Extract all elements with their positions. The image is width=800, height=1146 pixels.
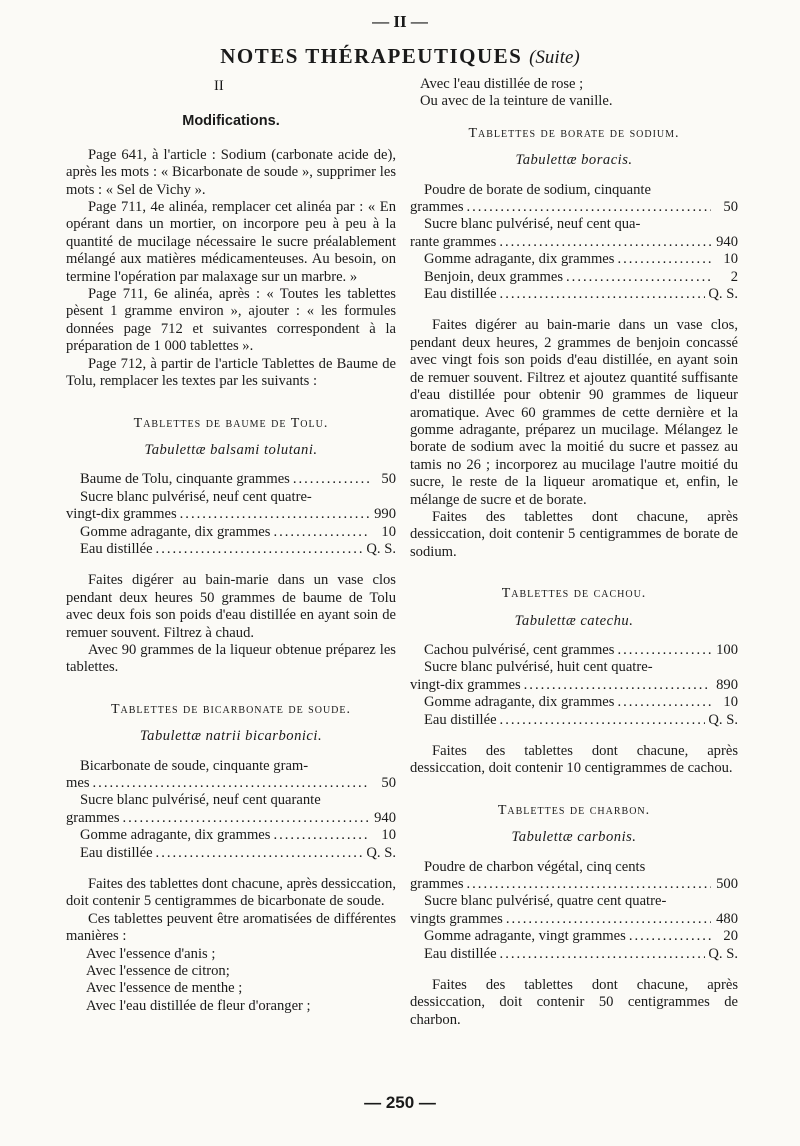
instruction-paragraph: Faites digérer au bain-marie dans un vase clos, pendant deux heures, 2 grammes de benjoin concassé avec vingt fois son poids d'eau distillée, en ayant soin de remuer souvent. Filtrez et ajoutez quantité suffisante d'eau distillée pour obtenir 90 grammes de liqueur aromatique. Avec 60 grammes de cette dernière et la gomme adragante, préparez un mucilage. Mélangez le borate de sodium avec la moitié du sucre et passez au tamis no 26 ; incorporez au mucilage l'autre moitié du sucre, le reste de la liqueur aromatique et, enfin, le mélange de sucre et de borate.: [410, 317, 738, 508]
ingredient-row-wrap: Poudre de borate de sodium, cinquante: [424, 181, 651, 198]
instruction-paragraph: Faites des tablettes dont chacune, après dessiccation, doit contenir 10 centigrammes de cachou.: [410, 743, 738, 777]
recipe-heading-cachou: Tablettes de cachou.: [501, 586, 647, 602]
recipe-latin-bicarbonate: Tabulettæ natrii bicarbonici.: [139, 728, 323, 745]
ingredient-row: Eau distillée ..... Q. S.: [424, 286, 738, 303]
ingredient-row: Gomme adragante, dix grammes ..... 10: [424, 251, 738, 268]
recipe-latin-charbon: Tabulettæ carbonis.: [511, 829, 637, 846]
ingredient-row: Gomme adragante, dix grammes ..... 10: [80, 524, 396, 541]
ingredient-row: Baume de Tolu, cinquante grammes ..... 50: [80, 471, 396, 488]
section-number: II: [214, 78, 224, 94]
left-column: [66, 76, 396, 1015]
ingredient-row: Eau distillée ..... Q. S.: [424, 946, 738, 963]
ingredient-row-wrap: Sucre blanc pulvérisé, huit cent quatre-: [424, 659, 653, 676]
title-text: NOTES THÉRAPEUTIQUES: [220, 44, 523, 68]
aroma-item: Ou avec de la teinture de vanille.: [420, 93, 613, 110]
ingredient-row-wrap: Bicarbonate de soude, cinquante gram-: [80, 757, 309, 774]
recipe-latin-cachou: Tabulettæ catechu.: [514, 612, 634, 629]
ingredient-row: grammes ..... 500: [410, 876, 738, 893]
ingredient-row: Gomme adragante, dix grammes ..... 10: [424, 694, 738, 711]
ingredient-row-wrap: Sucre blanc pulvérisé, quatre cent quatre-: [424, 893, 667, 910]
ingredient-row: Eau distillée ..... Q. S.: [424, 712, 738, 729]
recipe-heading-bicarbonate: Tablettes de bicarbonate de soude.: [110, 701, 352, 717]
page-title: [0, 44, 800, 69]
instruction-paragraph: Faites digérer au bain-marie dans un vase clos pendant deux heures 50 grammes de baume de Tolu avec deux fois son poids d'eau distillée en ayant soin de remuer souvent. Filtrez à chaud.: [66, 572, 396, 641]
ingredient-row: vingt-dix grammes ..... 990: [66, 506, 396, 523]
ingredient-list-bicarbonate: [66, 757, 396, 862]
ingredient-row: Eau distillée ..... Q. S.: [80, 541, 396, 558]
modification-paragraph: Page 711, 4e alinéa, remplacer cet alinéa par : « En opérant dans un mortier, on incorpore peu à peu à la quantité de mucilage nécessaire le sucre préalablement mélangé aux matières médicamenteuses. Au besoin, on termine l'opération par malaxage sur un marbre. »: [66, 199, 396, 285]
ingredient-row: grammes ..... 940: [66, 810, 396, 827]
page-footer-number: — 250 —: [364, 1093, 436, 1112]
recipe-heading-borate: Tablettes de borate de sodium.: [468, 125, 680, 141]
modification-paragraph: Page 712, à partir de l'article Tablettes de Baume de Tolu, remplacer les textes par les suivants :: [66, 355, 396, 390]
ingredient-row: Gomme adragante, vingt grammes ..... 20: [424, 928, 738, 945]
title-suite: (Suite): [529, 47, 580, 68]
ingredient-list-tolu: [66, 471, 396, 558]
modification-paragraph: Page 711, 6e alinéa, après : « Toutes les tablettes pèsent 1 gramme environ », ajouter : « les formules données page 712 et suivantes correspondent à la préparation de 1 000 tablettes ».: [66, 286, 396, 355]
ingredient-list-borate: [410, 181, 738, 304]
section-title: Modifications.: [182, 113, 280, 130]
aroma-item: Avec l'eau distillée de fleur d'oranger ;: [86, 997, 311, 1014]
ingredient-row: vingts grammes ..... 480: [410, 911, 738, 928]
aroma-item: Avec l'essence d'anis ;: [86, 945, 216, 962]
modification-paragraph: Page 641, à l'article : Sodium (carbonate acide de), après les mots : « Bicarbonate de soude », supprimer les mots : « Sel de Vichy ».: [66, 146, 396, 198]
right-column: [410, 76, 738, 1029]
ingredient-row: vingt-dix grammes ..... 890: [410, 677, 738, 694]
ingredient-row-wrap: Sucre blanc pulvérisé, neuf cent quatre-: [80, 488, 312, 505]
ingredient-row: Eau distillée ..... Q. S.: [80, 845, 396, 862]
instruction-paragraph: Avec 90 grammes de la liqueur obtenue préparez les tablettes.: [66, 641, 396, 676]
ingredient-row: Gomme adragante, dix grammes ..... 10: [80, 827, 396, 844]
recipe-heading-charbon: Tablettes de charbon.: [497, 802, 651, 818]
aroma-item: Avec l'eau distillée de rose ;: [420, 76, 584, 92]
instruction-paragraph: Faites des tablettes dont chacune, après dessiccation, doit contenir 50 centigrammes de charbon.: [410, 977, 738, 1028]
ingredient-row-wrap: Sucre blanc pulvérisé, neuf cent quarante: [80, 792, 321, 809]
ingredient-row-wrap: Poudre de charbon végétal, cinq cents: [424, 858, 646, 875]
instruction-paragraph: Faites des tablettes dont chacune, après dessiccation, doit contenir 5 centigrammes de borate de sodium.: [410, 508, 738, 560]
recipe-latin-tolu: Tabulettæ balsami tolutani.: [144, 441, 318, 458]
recipe-latin-borate: Tabulettæ boracis.: [515, 152, 633, 169]
ingredient-row: rante grammes ..... 940: [410, 234, 738, 251]
ingredient-row: Cachou pulvérisé, cent grammes ..... 100: [424, 642, 738, 659]
instruction-paragraph: Ces tablettes peuvent être aromatisées de différentes manières :: [66, 910, 396, 945]
ingredient-list-charbon: [410, 858, 738, 963]
ingredient-row: mes ..... 50: [66, 775, 396, 792]
aroma-item: Avec l'essence de menthe ;: [86, 980, 243, 997]
ingredient-row: Benjoin, deux grammes ..... 2: [424, 269, 738, 286]
ingredient-list-cachou: [410, 641, 738, 729]
instruction-paragraph: Faites des tablettes dont chacune, après dessiccation, doit contenir 5 centigrammes de bicarbonate de soude.: [66, 876, 396, 910]
page-header-number: — II —: [372, 12, 428, 31]
ingredient-row: grammes ..... 50: [410, 199, 738, 216]
recipe-heading-tolu: Tablettes de baume de Tolu.: [133, 415, 329, 431]
ingredient-row-wrap: Sucre blanc pulvérisé, neuf cent qua-: [424, 216, 641, 233]
aroma-item: Avec l'essence de citron;: [86, 963, 230, 980]
